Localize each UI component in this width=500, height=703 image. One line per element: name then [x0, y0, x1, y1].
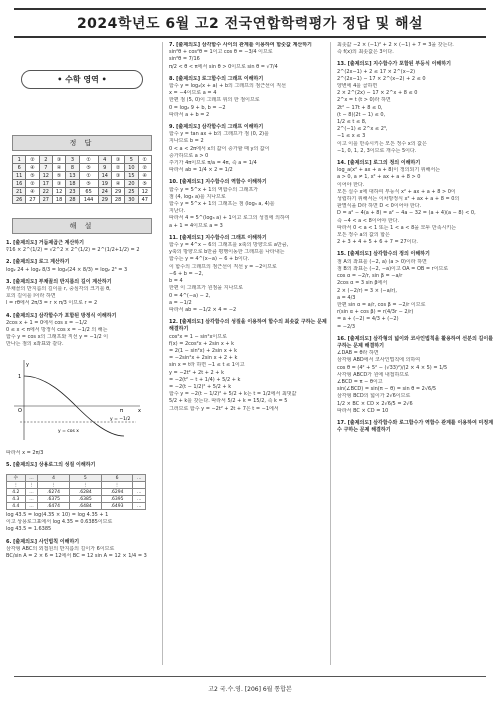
log-cell: .6385 [69, 496, 101, 503]
solution-line: 한편 이 그래프가 원점을 지나므로 [169, 285, 243, 292]
solution-line: log₂ 24 + log₂ 8/3 = log₂(24 × 8/3) = log₂ 2³ = 3 [6, 266, 128, 273]
solution-line: log 43.5 = log(4.35 × 10) = log 4.35 + 1 [6, 512, 109, 519]
solution-item [6, 450, 158, 457]
log-cell: 수 [7, 475, 26, 482]
answer-value: ③ [52, 156, 65, 164]
solution-line: 한편 점 (5, 0)이 그래프 위의 한 점이므로 [169, 97, 260, 104]
solution-line: −6 + b = −2, [169, 270, 204, 277]
pi-label: π [120, 407, 124, 414]
question-number: 4 [98, 156, 111, 164]
answer-value: 65 [79, 188, 98, 196]
answer-row [13, 172, 152, 180]
solution-line: cos α = −2/r, sin β = −a/r [337, 273, 403, 280]
solution-line: 최솟값 −2 × (−1)² + 2 × (−1) + 7 = 3을 갖는다. [337, 42, 454, 48]
answer-value: ① [138, 156, 151, 164]
log-cell: … [25, 489, 38, 496]
footer-divider [14, 676, 486, 677]
solution-heading: 2. [출제의도] 로그 계산하기 [6, 259, 70, 266]
line-label: y = −1/2 [110, 416, 131, 422]
solution-line: = a + (−2) = 4/3 + (−2) [337, 316, 399, 323]
answer-value: 47 [138, 196, 151, 204]
solution-item [169, 42, 328, 71]
solution-line: 함수 y = 5^x + 1의 그래프는 점 (log₃ a, 4)를 [169, 201, 275, 208]
solution-line: sin x = t라 하면 −1 ≤ t ≤ 1이고 [169, 362, 245, 369]
solution-body [169, 334, 328, 413]
solution-line: π/2 < θ < π에서 sin θ > 0이므로 sin θ = √7/4 [169, 63, 278, 70]
log-cell: 4.2 [7, 489, 26, 496]
log-cell: .6375 [38, 496, 70, 503]
solution-heading: 12. [출제의도] 삼각함수의 성질을 이용하여 함수의 최솟값 구하는 문제 해결하기 [169, 319, 327, 333]
question-number: 24 [98, 188, 111, 196]
solution-line: 따라서 x = 2π/3 [6, 449, 44, 456]
solution-list-1c [6, 512, 158, 560]
solution-item [337, 160, 496, 246]
question-number: 27 [39, 196, 52, 204]
solution-line: a > 0, a ≠ 1, x² + ax + a + 8 > 0 [337, 174, 421, 181]
question-number: 10 [125, 164, 138, 172]
question-number: 15 [125, 172, 138, 180]
question-number: 8 [66, 164, 79, 172]
solution-line: 이어야 한다. [337, 181, 365, 188]
answer-value: 18 [52, 196, 65, 204]
solution-line: 함수 y = cos x의 그래프와 직선 y = −1/2 이 [6, 334, 109, 341]
question-number: 9 [98, 164, 111, 172]
solution-item [337, 42, 496, 56]
solution-line: = −2sin²x + 2sin x + 2 + k [169, 355, 238, 362]
solution-list-1b [6, 450, 158, 469]
answer-value: ⑤ [138, 180, 151, 188]
solution-line: D = a² − 4(a + 8) = a² − 4a − 32 = (a + 4)(a − 8) < 0, [337, 210, 476, 217]
solution-item [337, 336, 496, 415]
question-number: 29 [98, 196, 111, 204]
question-number: 16 [13, 180, 26, 188]
log-cell: … [25, 503, 38, 510]
solution-line: a + 1 = 4이므로 a = 3 [169, 222, 223, 229]
solutions-title: 해 설 [12, 218, 152, 234]
solution-body [6, 546, 158, 560]
answer-value: 29 [111, 188, 124, 196]
solution-line: 따라서 ab = 1/4 × 2 = 1/2 [169, 167, 233, 174]
question-number: 5 [125, 156, 138, 164]
log-cell: 4.3 [7, 496, 26, 503]
log-cell: 4 [38, 475, 70, 482]
answer-value: ④ [26, 188, 39, 196]
question-number: 21 [13, 188, 26, 196]
solution-item [169, 76, 328, 119]
solution-line: 만나는 점의 x좌표와 같다. [6, 341, 64, 348]
solution-line: f(x) = 2cos²x + 2sin x + k [169, 340, 235, 347]
question-number: 26 [13, 196, 26, 204]
cosine-graph [6, 356, 146, 444]
solution-heading: 11. [출제의도] 지수함수의 그래프 이해하기 [169, 234, 267, 241]
solution-line: 2^x = t (t > 0)라 하면 [337, 97, 391, 104]
solution-line: 따라서 ab = −1/2 × 4 = −2 [169, 306, 237, 313]
solution-line: 함수 y = 5^x + 1의 역함수의 그래프가 [169, 186, 259, 193]
answer-value: ④ [52, 164, 65, 172]
solution-line: x = −4이므로 a = 4 [169, 90, 217, 97]
solution-line: l = rθ에서 2π/3 = r × π/3 이므로 r = 2 [6, 300, 98, 307]
log-cell: ⋮ [25, 482, 38, 489]
answer-value: 144 [79, 196, 98, 204]
solution-heading: 6. [출제의도] 사인법칙 이해하기 [6, 538, 80, 545]
question-number: 20 [125, 180, 138, 188]
solution-line: 2t² − 17t + 8 ≤ 0, [337, 104, 383, 111]
solution-line: a = 4/3 [337, 294, 356, 301]
solution-line: 즉 f(x)의 최솟값은 3이다. [337, 49, 394, 56]
question-number: 7 [39, 164, 52, 172]
log-table [6, 474, 146, 510]
question-number: 14 [98, 172, 111, 180]
question-number: 17 [39, 180, 52, 188]
answer-value: ② [26, 180, 39, 188]
solution-body [337, 350, 496, 415]
solution-item [337, 420, 496, 434]
solution-item [169, 319, 328, 413]
solution-body [169, 242, 328, 314]
solution-item [6, 240, 158, 254]
question-number: 18 [66, 180, 79, 188]
log-cell: 4.4 [7, 503, 26, 510]
solution-line: 2 + 3 + 4 + 5 + 6 + 7 = 27이다. [337, 239, 418, 246]
solution-item [6, 512, 158, 534]
solution-line: BC/sin A = 2 × 6 = 12에서 BC = 12 sin A = 12 × 1/4 = 3 [6, 553, 147, 560]
solution-body [6, 247, 158, 254]
question-number: 22 [39, 188, 52, 196]
solution-body [6, 320, 158, 349]
answer-value: ⑤ [26, 172, 39, 180]
log-cell: 5 [69, 475, 101, 482]
solution-line: 판별식을 D라 하면 D < 0이어야 한다. [337, 203, 422, 210]
solution-item [6, 279, 158, 308]
solution-body [6, 512, 158, 534]
log-cell: ⋮ [69, 482, 101, 489]
solution-list-3 [337, 42, 496, 434]
log-cell: … [133, 475, 146, 482]
solution-line: 함수 y = tan ax + b의 그래프가 점 (0, 2)를 [169, 131, 269, 138]
log-cell: … [133, 489, 146, 496]
answer-value: 28 [111, 196, 124, 204]
log-cell: ⋮ [101, 482, 133, 489]
solution-line: −1, 0, 1, 2, 3이므로 개수는 5이다. [337, 147, 417, 154]
solution-line: 이고 상용로그표에서 log 4.35 = 0.6385이므로 [6, 519, 113, 526]
log-cell [133, 482, 146, 489]
answer-value: ④ [26, 164, 39, 172]
answer-value: 12 [138, 188, 151, 196]
solution-line: = −2(t − 1/2)² + 5/2 + k [169, 383, 232, 390]
solution-line: 0 < a < 2π에서 x의 값이 증가할 때 y의 값이 [169, 145, 270, 152]
solution-line: 함수 y = log₂(x + a) + b의 그래프의 점근선이 직선 [169, 83, 286, 90]
question-number: 13 [66, 172, 79, 180]
solution-item [169, 124, 328, 174]
solution-line: 그러므로 함수 y = −2t² + 2t + 7은 t = −1에서 [169, 405, 279, 412]
solution-heading: 15. [출제의도] 삼각함수의 정의 이해하기 [337, 251, 430, 258]
question-number: 3 [66, 156, 79, 164]
x-label: x [138, 407, 141, 414]
solution-heading: 7. [출제의도] 삼각함수 사이의 관계를 이용하여 함숫값 계산하기 [169, 42, 312, 48]
solution-line: 1/2 × BC × CD × 2√6/5 = 2√6 [337, 400, 413, 407]
solution-line: = −2/3 [337, 323, 356, 330]
log-row [7, 503, 146, 510]
solution-line: y축의 방향으로 b만큼 평행이동한 그래프를 나타내는 [169, 249, 285, 256]
solution-item [169, 235, 328, 314]
log-row [7, 489, 146, 496]
solution-line: 사각형 ABCD가 원에 내접하므로 [337, 371, 410, 378]
log-row [7, 482, 146, 489]
solution-line: 함수 y = −2(t − 1/2)² + 5/2 + k는 t = 1/2에서 최댓값 [169, 391, 297, 398]
solution-line: 점 (4, log₃ a)를 지나므로 [169, 193, 226, 200]
solution-line: log 43.5 = 1.6385 [6, 526, 52, 533]
log-cell: .6284 [69, 489, 101, 496]
solution-line: −1 ≤ x ≤ 3 [337, 133, 366, 140]
answer-row [13, 156, 152, 164]
one-label: 1 [18, 373, 22, 380]
column-1 [6, 42, 158, 665]
solution-line: 2cos α = 3 sin β에서 [337, 280, 388, 287]
log-cell: .6484 [69, 503, 101, 510]
solution-line: 삼각형 ABD에서 코사인법칙에 의하여 [337, 357, 421, 364]
log-cell: .6493 [101, 503, 133, 510]
log-cell: … [133, 503, 146, 510]
solution-line: a = −1/2 [169, 299, 192, 306]
solution-line: 2 × (−2/r) = 3 × (−a/r), [337, 287, 397, 294]
solution-line: 양변에 4를 곱하면 [337, 83, 378, 90]
solution-line: 점 A의 좌표를 (−2, a) (a > 0)이라 하면 [337, 258, 427, 265]
answer-row [13, 196, 152, 204]
question-number: 30 [125, 196, 138, 204]
solution-line: 따라서 a + b = 2 [169, 111, 210, 118]
solution-line: 삼각형 BCD의 넓이가 2√6이므로 [337, 393, 411, 400]
solution-line: 한편 sin α = a/r, cos β = −2/r 이므로 [337, 301, 426, 308]
solution-line: 점 B의 좌표는 (−2, −a)이고 OA = OB = r이므로 [337, 265, 449, 272]
answer-value: ④ [111, 180, 124, 188]
solution-heading: 17. [출제의도] 삼각함수와 로그함수가 역함수 관계를 이용하여 미정계수 구하는 문제 해결하기 [337, 419, 494, 434]
question-number: 25 [125, 188, 138, 196]
solution-item [337, 61, 496, 155]
solution-line: 모든 정수 a의 값의 합은 [337, 232, 390, 239]
question-number: 1 [13, 156, 26, 164]
log-cell: .6294 [101, 489, 133, 496]
solution-line: 이 함수의 그래프의 점근선이 직선 y = −2이므로 [169, 263, 277, 270]
solution-line: b = 4 [169, 278, 183, 285]
solution-line: 0 = 4^(−a) − 2, [169, 292, 211, 299]
log-row [7, 496, 146, 503]
solution-heading: 14. [출제의도] 로그의 정의 이해하기 [337, 160, 421, 167]
answer-row [13, 188, 152, 196]
log-cell: .6474 [38, 503, 70, 510]
log-row [7, 475, 146, 482]
question-number: 19 [98, 180, 111, 188]
solution-line: 1/2 ≤ t ≤ 8, [337, 119, 367, 126]
solution-body [6, 450, 158, 457]
log-cell: … [25, 475, 38, 482]
solution-heading: 16. [출제의도] 삼각형의 넓이와 코사인법칙을 활용하여 선분의 길이를 구하는 문제 해결하기 [337, 335, 494, 349]
log-cell: ⋮ [38, 482, 70, 489]
solution-body [6, 267, 158, 274]
solution-heading: 5. [출제의도] 상용로그의 성질 이해하기 [6, 461, 96, 468]
solution-line: 따라서 4 = 5^(log₃ a) + 1이고 로그의 성질에 의하여 [169, 215, 290, 222]
solution-item [6, 462, 158, 469]
question-number: 11 [13, 172, 26, 180]
answer-value: ② [138, 164, 151, 172]
solution-line: 성립하기 위해서는 이차방정식 x² + ax + a + 8 = 0의 [337, 196, 460, 203]
solution-body [169, 49, 328, 71]
solution-line: 2 × 2^(2x) − 17 × 2^x + 8 ≤ 0 [337, 90, 418, 97]
solution-line: ∠BCD = π − θ이고 [337, 378, 383, 385]
solution-line: 호의 길이를 l이라 하면 [6, 293, 56, 300]
answer-value: ④ [138, 172, 151, 180]
solution-line: 지나므로 b = 2 [169, 138, 204, 145]
solution-body [337, 69, 496, 155]
answer-value: ② [26, 156, 39, 164]
solution-line: log_a(x² + ax + a + 8)이 정의되기 위해서는 [337, 167, 441, 174]
solution-heading: 9. [출제의도] 삼각함수의 그래프 이해하기 [169, 124, 264, 131]
solution-line: 함수 y = 4^x − 6의 그래프를 x축의 방향으로 a만큼, [169, 242, 289, 249]
question-number: 6 [13, 164, 26, 172]
solution-body [337, 42, 496, 56]
solution-line: 이고 이를 만족시키는 모든 정수 x의 값은 [337, 140, 427, 147]
solution-line: 2^(2x−1) − 17 × 2^(x−2) + 2 ≤ 0 [337, 75, 426, 82]
solution-line: 2^(2x−1) + 2 ≤ 17 × 2^(x−2) [337, 68, 416, 75]
solution-list-2 [169, 42, 328, 413]
solution-body [337, 167, 496, 246]
answer-value: ① [79, 156, 98, 164]
solution-body [337, 259, 496, 331]
solution-line: 따라서 0 < a < 1 또는 1 < a < 8을 모두 만족시키는 [337, 224, 457, 231]
column-3 [330, 42, 496, 665]
answer-value: ⑤ [79, 164, 98, 172]
solution-item [337, 251, 496, 330]
answer-value: ⑤ [52, 172, 65, 180]
solution-line: cos θ = (4² + 5² − (√33)²)/(2 × 4 × 5) = 1/5 [337, 364, 448, 371]
solution-line: cos²x = 1 − sin²x이므로 [169, 333, 227, 340]
answer-value: 12 [52, 188, 65, 196]
solution-line: ∠DAB = θ라 하면 [337, 350, 379, 357]
log-cell: … [133, 496, 146, 503]
answer-row [13, 180, 152, 188]
answer-value: ② [111, 164, 124, 172]
solution-line: 2cos x + 1 = 0에서 cos x = −1/2 [6, 319, 88, 326]
solution-line: 따라서 BC × CD = 10 [337, 407, 389, 414]
question-number: 28 [66, 196, 79, 204]
solution-line: 모든 실수 x에 대하여 부등식 x² + ax + a + 8 > 0이 [337, 188, 456, 195]
question-number: 23 [66, 188, 79, 196]
solution-item [6, 539, 158, 561]
solution-heading: 1. [출제의도] 거듭제곱근 계산하기 [6, 240, 84, 246]
solution-line: = −2(t² − t + 1/4) + 5/2 + k [169, 376, 241, 383]
solution-heading: 4. [출제의도] 삼각함수가 포함된 방정식 이해하기 [6, 312, 117, 319]
title-bar [14, 8, 486, 38]
question-number: 2 [39, 156, 52, 164]
solution-heading: 3. [출제의도] 부채꼴의 반지름의 길이 계산하기 [6, 278, 112, 285]
solution-line: r(sin α + cos β) = r(4/3r − 2/r) [337, 309, 414, 316]
solution-item [6, 313, 158, 349]
answer-value: ③ [52, 180, 65, 188]
log-cell: ⋮ [7, 482, 26, 489]
answer-table [12, 155, 152, 204]
log-cell: .6395 [101, 496, 133, 503]
solution-line: 부채꼴의 반지름의 길이를 r, 중심각의 크기를 θ, [6, 286, 111, 293]
solution-heading: 8. [출제의도] 로그함수의 그래프 이해하기 [169, 75, 264, 82]
solution-body [6, 286, 158, 308]
solution-body [169, 83, 328, 119]
solution-line: ∜16 × 2^(1/2) = √2^2 × 2^(1/2) = 2^(1/2+1/2) = 2 [6, 247, 140, 254]
solution-line: 5/2 + k를 갖는다. 따라서 5/2 + k = 15/2, 즉 k = 5 [169, 398, 288, 405]
solution-line: 0 = log₂ 9 + b, b = −2 [169, 104, 226, 111]
answer-value: ⑤ [79, 180, 98, 188]
answer-value: ③ [111, 156, 124, 164]
solution-line: 증가하므로 a > 0 [169, 152, 209, 159]
answer-value: ③ [111, 172, 124, 180]
log-cell: 6 [101, 475, 133, 482]
origin-label: O [18, 407, 22, 414]
curve-label: y = cos x [58, 428, 79, 434]
answer-row [13, 164, 152, 172]
solution-line: (t − 8)(2t − 1) ≤ 0, [337, 111, 386, 118]
log-cell: … [25, 496, 38, 503]
solution-item [6, 259, 158, 273]
solution-line: 0 ≤ x < π에서 방정식 cos x = −1/2 의 해는 [6, 327, 108, 334]
column-2 [162, 42, 328, 665]
solution-line: 주기가 4π이므로 π/a = 4π, 즉 a = 1/4 [169, 160, 257, 167]
solution-line: = 2(1 − sin²x) + 2sin x + k [169, 347, 238, 354]
log-cell: .6274 [38, 489, 70, 496]
solution-line: y = −2t² + 2t + 2 + k [169, 369, 224, 376]
solution-line: sin²θ + cos²θ = 1이고 cos θ = −3/4 이므로 [169, 49, 273, 56]
solution-list-1 [6, 240, 158, 349]
section-label: • 수학 영역 • [21, 70, 143, 89]
solution-line: 즉 −4 < a < 8이어야 한다. [337, 217, 400, 224]
solution-body [169, 187, 328, 230]
answer-value: 27 [26, 196, 39, 204]
answer-value: ① [79, 172, 98, 180]
question-number: 12 [39, 172, 52, 180]
solution-item [169, 179, 328, 229]
page-title: 2024학년도 6월 고2 전국연합학력평가 정답 및 해설 [76, 16, 424, 32]
y-label: y [26, 361, 29, 368]
solution-line: 삼각형 ABC의 외접원의 반지름의 길이가 6이므로 [6, 545, 115, 552]
solution-heading: 13. [출제의도] 지수함수가 포함된 부등식 이해하기 [337, 61, 451, 68]
solution-line: 2^(−1) ≤ 2^x ≤ 2³, [337, 126, 388, 133]
solution-line: sin²θ = 7/16 [169, 56, 200, 63]
page-footer: 고2 국.수.영. [206] 6월 통합본 [208, 686, 292, 693]
solution-line: sin(∠BCD) = sin(π − θ) = sin θ = 2√6/5 [337, 386, 437, 393]
answers-title: 정 답 [12, 135, 152, 151]
solution-line: 지난다. [169, 208, 186, 215]
solution-heading: 10. [출제의도] 지수함수의 역함수 이해하기 [169, 179, 267, 186]
solution-line: 함수는 y = 4^(x−a) − 6 + b이다. [169, 256, 250, 263]
solution-body [169, 131, 328, 174]
